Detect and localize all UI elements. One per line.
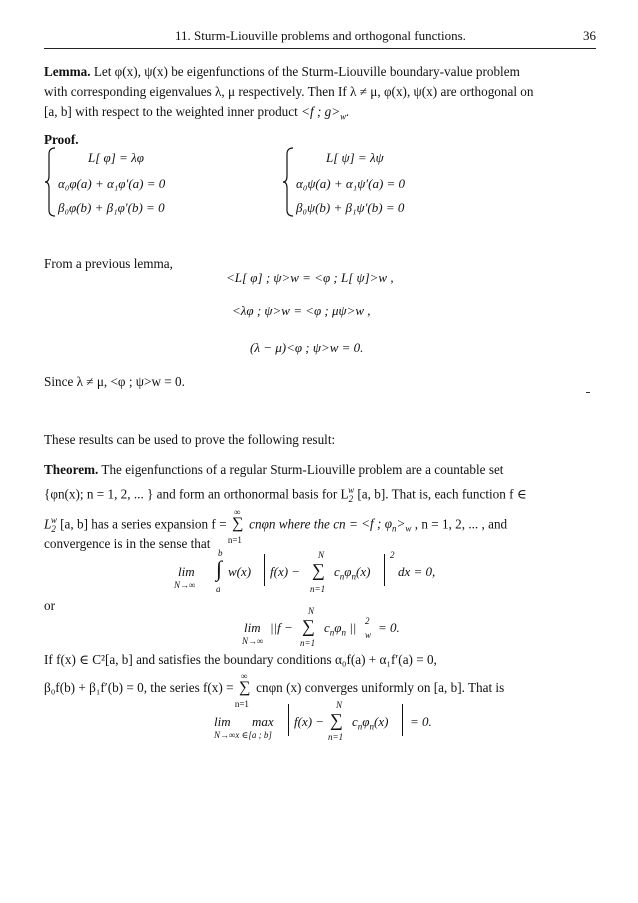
right-eq-3: β₀ψ(b) + β₁ψ′(b) = 0 — [296, 200, 405, 215]
norm-equation: lim N→∞ ||f − N ∑ n=1 $c_n\varphi_n$ || 2 w = 0. — [242, 606, 400, 648]
chapter-title: 11. Sturm-Liouville problems and orthogonal functions. — [175, 28, 466, 43]
theorem-line-2: {φn(x); n = 1, 2, ... } and form an orthonormal basis for $L_2^w$ [a, b]. That is, each function f ∈ — [44, 485, 527, 505]
since-line: Since λ ≠ μ, <φ ; ψ>w = 0. — [44, 374, 185, 389]
theorem-text-3b: cnφn where the cn = — [249, 516, 358, 532]
inner-product-symbol: <f ; $g>_w$. — [301, 104, 350, 122]
theorem-text-3c: , n = 1, 2, ... , and — [414, 516, 508, 532]
lim-word-1: lim — [178, 564, 195, 579]
theorem-text-6a: β₀f(b) + β₁f′(b) = 0, the series f(x) = — [44, 680, 234, 695]
left-eq-3: β₀φ(b) + β₁φ′(b) = 0 — [58, 200, 165, 215]
lemma-line-3 — [44, 102, 349, 127]
theorem-line-5: If f(x) ∈ C²[a, b] and satisfies the boundary conditions α₀f(a) + α₁f′(a) = 0, — [44, 652, 437, 667]
right-eq-1: L[ ψ] = λψ — [326, 150, 384, 165]
theorem-text-2: {φn(x); n = 1, 2, ... } and form an orthonormal basis for L — [44, 486, 349, 502]
lim-sub-2: N→∞ — [242, 636, 264, 646]
right-system — [282, 146, 482, 218]
integral-equation: lim N→∞ b ∫ a w(x) f(x) − N ∑ n=1 $c_n\varphi_n(x)$ 2 dx = 0, — [174, 548, 436, 594]
lim-word-3: lim — [214, 714, 231, 729]
sum-symbol-1: ∞ ∑ n=1 — [227, 507, 244, 546]
max-word: max — [252, 714, 274, 729]
theorem-line-4: convergence is in the sense that — [44, 536, 211, 551]
theorem-line-3: $L_2^w$ [a, b] has a series expansion f = ∞ ∑ n=1 cnφn where the cn = <f ; $\varphi_n>_w$ , n = 1, 2, ... , and — [44, 507, 508, 546]
theorem-line-6 — [44, 671, 505, 709]
page-number: 36 — [583, 28, 596, 43]
page-header — [0, 28, 638, 48]
theorem-text-3a: [a, b] has a series expansion f = — [60, 516, 227, 532]
theorem-label: Theorem. — [44, 462, 99, 477]
proof-eq-2: <λφ ; ψ>w = <φ ; μψ>w , — [232, 303, 371, 318]
theorem-line-1 — [44, 460, 503, 480]
proof-eq-1: <L[ φ] ; ψ>w = <φ ; L[ ψ]>w , — [226, 270, 394, 285]
norm-eq-tail: = 0. — [378, 620, 400, 635]
lemma-text-3: [a, b] with respect to the weighted inner product — [44, 104, 298, 119]
right-eq-2: α₀ψ(a) + α₁ψ′(a) = 0 — [296, 176, 406, 191]
bridge-text: These results can be used to prove the following result: — [44, 432, 336, 447]
proof-eq-3: (λ − μ)<φ ; ψ>w = 0. — [250, 340, 364, 355]
lemma-line-2: with corresponding eigenvalues λ, μ respectively. Then If λ ≠ μ, φ(x), ψ(x) are orthogonal on — [44, 84, 534, 99]
theorem-text-1: The eigenfunctions of a regular Sturm-Liouville problem are a countable set — [101, 462, 504, 477]
lemma-text-1: Let φ(x), ψ(x) be eigenfunctions of the Sturm-Liouville boundary-value problem — [93, 64, 520, 79]
lim-sub-1: N→∞ — [174, 580, 196, 590]
max-eq-tail: = 0. — [410, 714, 432, 729]
sum-symbol-2: ∞ ∑ n=1 — [234, 671, 251, 709]
theorem-text-6b: cnφn (x) converges uniformly on [a, b]. That is — [256, 680, 505, 695]
max-equation: lim max N→∞x ∈[a ; b] f(x) − N ∑ n=1 $c_n\varphi_n(x)$ = 0. — [214, 700, 432, 742]
left-system — [44, 146, 244, 218]
coef-inner-product: <f ; $\varphi_n>_w$ — [361, 516, 412, 535]
left-eq-2: α₀φ(a) + α₁φ′(a) = 0 — [58, 176, 166, 191]
or-text: or — [44, 598, 55, 613]
lim-word-2: lim — [244, 620, 261, 635]
int-eq-tail: dx = 0, — [398, 564, 436, 579]
header-divider — [44, 48, 596, 49]
proof-label: Proof. — [44, 132, 79, 147]
left-eq-1: L[ φ] = λφ — [88, 150, 144, 165]
theorem-text-2-tail: [a, b]. That is, each function f ∈ — [357, 486, 527, 502]
left-brace — [44, 146, 58, 218]
lemma-line-1 — [44, 62, 520, 82]
end-of-proof-mark — [586, 392, 590, 393]
from-previous-lemma: From a previous lemma, — [44, 256, 173, 271]
right-brace — [282, 146, 296, 218]
lemma-label: Lemma. — [44, 64, 91, 79]
max-sub: N→∞x ∈[a ; b] — [214, 730, 272, 740]
